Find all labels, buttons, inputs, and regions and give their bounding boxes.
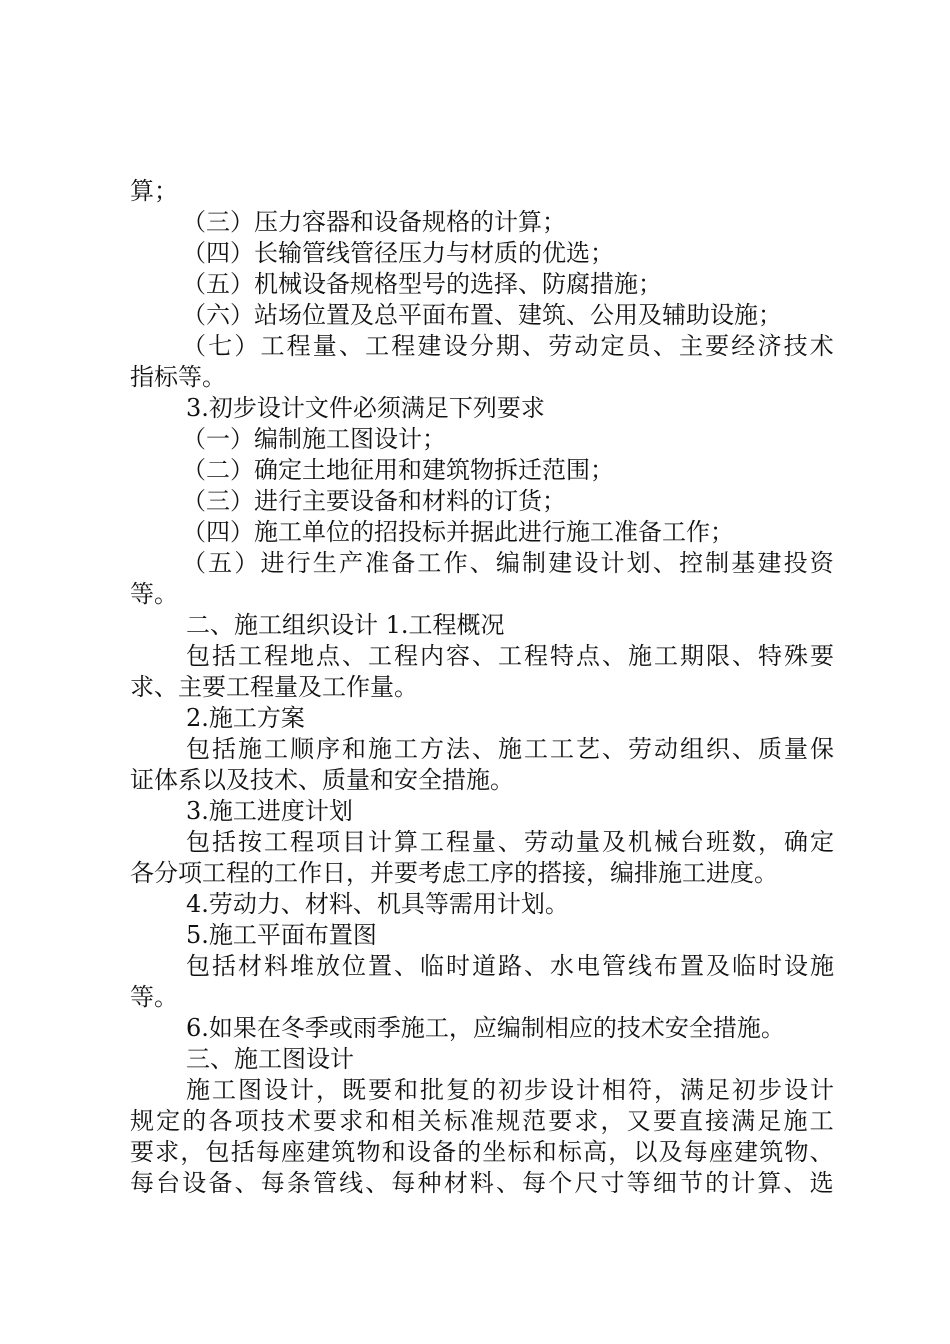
text-line: 施 工 图 设 计 ， 既 要 和 批 复 的 初 步 设 计 相 符 ， 满 足 初 步 设 计 bbox=[186, 1076, 834, 1104]
text-line: 等。 bbox=[130, 580, 178, 608]
document-body bbox=[130, 176, 834, 1199]
text-line: 包 括 按 工 程 项 目 计 算 工 程 量 、 劳 动 量 及 机 械 台 班 数 ， 确 定 bbox=[186, 828, 834, 856]
subsection-heading: 3.施工进度计划 bbox=[186, 797, 353, 825]
text-line: （ 七 ） 工 程 量 、 工 程 建 设 分 期 、 劳 动 定 员 、 主 要 经 济 技 术 bbox=[182, 332, 834, 360]
text-line: 等。 bbox=[130, 983, 178, 1011]
text-line: （五）机械设备规格型号的选择、防腐措施； bbox=[182, 270, 662, 298]
text-line: （六）站场位置及总平面布置、建筑、公用及辅助设施； bbox=[182, 301, 782, 329]
text-line: 各分项工程的工作日，并要考虑工序的搭接，编排施工进度。 bbox=[130, 859, 778, 887]
text-line: （四）施工单位的招投标并据此进行施工准备工作； bbox=[182, 518, 734, 546]
subsection-heading: 2.施工方案 bbox=[186, 704, 305, 732]
section-heading: 三、施工图设计 bbox=[186, 1045, 354, 1073]
text-line: 指标等。 bbox=[130, 363, 226, 391]
text-line: （ 五 ） 进 行 生 产 准 备 工 作 、 编 制 建 设 计 划 、 控 制 基 建 投 资 bbox=[182, 549, 834, 577]
text-line: 证体系以及技术、质量和安全措施。 bbox=[130, 766, 514, 794]
text-line: 规 定 的 各 项 技 术 要 求 和 相 关 标 准 规 范 要 求 ， 又 要 直 接 满 足 施 工 bbox=[130, 1107, 834, 1135]
section-heading: 二、施工组织设计 1.工程概况 bbox=[186, 611, 505, 639]
text-line: （三）进行主要设备和材料的订货； bbox=[182, 487, 566, 515]
subsection-heading: 5.施工平面布置图 bbox=[186, 921, 377, 949]
text-line: 要 求 ， 包 括 每 座 建 筑 物 和 设 备 的 坐 标 和 标 高 ， 以 及 每 座 建 筑 物 、 bbox=[130, 1138, 834, 1166]
text-line: 每 台 设 备 、 每 条 管 线 、 每 种 材 料 、 每 个 尺 寸 等 细 节 的 计 算 、 选 bbox=[130, 1169, 834, 1197]
text-line: 求、主要工程量及工作量。 bbox=[130, 673, 418, 701]
text-line: 4.劳动力、材料、机具等需用计划。 bbox=[186, 890, 569, 918]
text-line: （三）压力容器和设备规格的计算； bbox=[182, 208, 566, 236]
text-line: （一）编制施工图设计； bbox=[182, 425, 446, 453]
text-line: （四）长输管线管径压力与材质的优选； bbox=[182, 239, 614, 267]
text-line: 6.如果在冬季或雨季施工，应编制相应的技术安全措施。 bbox=[186, 1014, 785, 1042]
text-line: 3.初步设计文件必须满足下列要求 bbox=[186, 394, 545, 422]
text-line: 包 括 材 料 堆 放 位 置 、 临 时 道 路 、 水 电 管 线 布 置 及 临 时 设 施 bbox=[186, 952, 834, 980]
text-line: 包 括 工 程 地 点 、 工 程 内 容 、 工 程 特 点 、 施 工 期 限 、 特 殊 要 bbox=[186, 642, 834, 670]
text-line: 包 括 施 工 顺 序 和 施 工 方 法 、 施 工 工 艺 、 劳 动 组 织 、 质 量 保 bbox=[186, 735, 834, 763]
text-line: 算； bbox=[130, 177, 178, 205]
text-line: （二）确定土地征用和建筑物拆迁范围； bbox=[182, 456, 614, 484]
